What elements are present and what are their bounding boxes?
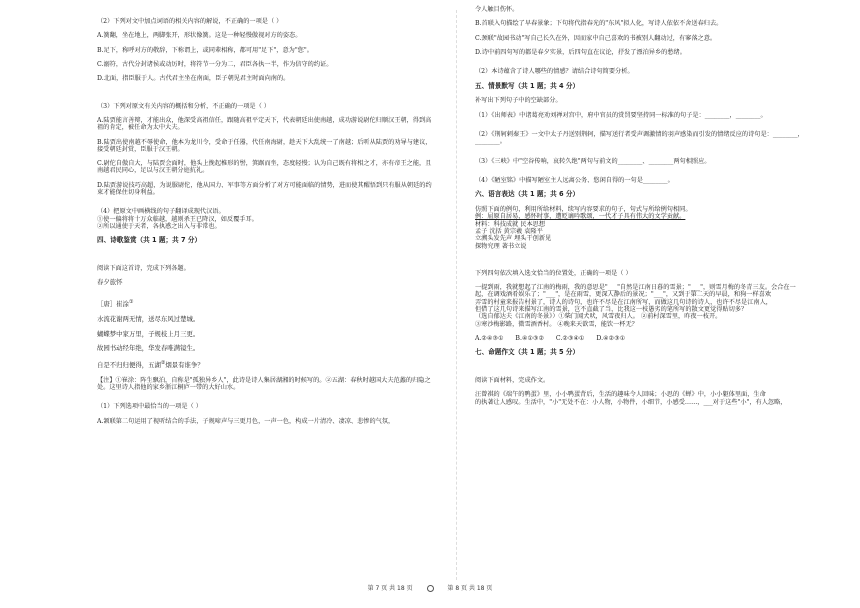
poem-instruction: 阅读下面这首诗，完成下列各题。 <box>97 265 190 273</box>
poem-line-4: 自是不归归便得，五湖②烟景有谁争？ <box>97 359 204 370</box>
material-line-1: 孟子 沈括 黄宗羲 袁隆平 <box>475 227 543 235</box>
poem-q2-stem: （2）本诗蕴含了诗人哪些的情感？请结合诗句简要分析。 <box>475 68 634 76</box>
poem-author: ［唐］崔涂① <box>97 299 134 309</box>
q3-option-b: B.陆贾出使南越不辱使命，他本为龙川令，受命于任嚣，代任南海尉，趁天下大乱统一了南越；后听从陆贾的劝导与建议，接受朝廷封赏，臣服于汉王朝。 <box>97 138 432 153</box>
material-line-2: 立溯头发先声 埋头干创新见 <box>475 235 552 243</box>
ordering-passage-3: 弄雪的村童来报告村景了，诗人的诗句，也许不尽是在江南所写，而做这几句诗的诗人，也许不尽是江南人， <box>475 298 772 306</box>
poem-title: 春夕旅怀 <box>97 278 123 287</box>
ordering-sentences-2: ③寒沙梅影路，微雪酒香村。 ④晚来天欲雪，能饮一杯无？ <box>475 320 638 328</box>
left-page-number: 第 7 页 共 18 页 <box>367 585 413 592</box>
fill-intro: 补写出下列句子中的空缺部分。 <box>475 97 562 105</box>
right-page-number: 第 8 页 共 18 页 <box>447 585 493 592</box>
poem-q1-option-d: D.诗中前四句写的都是春夕实景，后四句直在议论，抒发了漂泊异乡的愁绪。 <box>475 48 686 56</box>
essay-material-1: 汪曾祺的《端午的鸭蛋》里，小小鸭蛋背后，生活的趣味令人回味；小思的《蝉》中，小小躯体里面，生命 <box>475 391 766 399</box>
language-intro: 仿照下面的例句，利用所给材料，续写内容要求的句子，句式与所给例句相同。 <box>475 205 692 213</box>
poem-line-1: 水流花谢两无情，送尽东风过楚城。 <box>97 314 200 323</box>
fold-line <box>456 10 457 580</box>
fill-item-1: （1）《出师表》中诸葛亮劝刘禅对宫中，府中官员的赏罚要坚持同一标准的句子是：________，________。 <box>475 111 767 119</box>
left-column <box>97 18 437 425</box>
fill-item-3: （3）《三峡》中"空谷传响，哀转久绝"两句与前文的________、________两句相照应。 <box>475 157 711 165</box>
q2-option-c: C.溺符，古代分封诸侯或动厉时，将符节一分为二，君臣各执一半，作为信守的约证。 <box>97 60 333 68</box>
poem-q1-option-b: B.首联入句描绘了早春景象；下句将代指春光的"东风"拟人化，写诗人依依不舍送春归去。 <box>475 20 723 28</box>
essay-intro: 阅读下面材料，完成作文。 <box>475 377 550 385</box>
section-6-heading: 六、语言表达（共 1 题；共 6 分） <box>475 190 580 199</box>
page-footer <box>0 583 860 592</box>
ordering-stem: 下列四句依次填入选文恰当的位置处，正确的一项是（ ） <box>475 269 632 277</box>
section-5-heading: 五、情景默写（共 1 题；共 4 分） <box>475 81 580 90</box>
poem-q1-stem: （1）下列选项中最恰当的一项是（ ） <box>97 403 202 411</box>
section-4-heading: 四、诗歌鉴赏（共 1 题；共 7 分） <box>97 236 202 245</box>
q3-option-d: D.陆贾游说技巧高超，为说服尉佗，他从国力、军事等方面分析了对方可能面临的情势，进而使其醒悟到只有服从朝廷的约束才能保住切身利益。 <box>97 181 432 197</box>
ordering-sentences-1: （选自郁达夫《江南的冬景》）①柴门闻犬吠，风雪夜归人。 ②前村深雪里，昨夜一枝开。 <box>475 313 722 321</box>
ordering-passage-2: 起，在调戏酒肴娱乐了；"___"，是在雨雪，更深人静后的景况；"___"，又到于第二天的早晨，和狗一样喜欢 <box>475 291 772 299</box>
fill-item-2-cont: ________。 <box>475 138 506 146</box>
material-label: 材料：科技成就 民本思想 <box>475 220 546 228</box>
q4-sentence-1: ①使一偏将将十万众临越，越则杀王已降汉，如反覆手耳。 <box>97 215 258 223</box>
q4-sentence-2: ②所以通使于天者，各执惑之出入与非常也。 <box>97 223 221 230</box>
material-line-3: 探物究理 著书立说 <box>475 242 527 250</box>
q2-option-d: D.北面，指臣服于人。古代君主坐在南面，臣子朝见君主时面向南的。 <box>97 75 290 83</box>
fill-item-4: （4）《陋室铭》中描写陋室主人远离公务、悠闲自得的一句是________。 <box>475 176 674 184</box>
q3-stem: （3）下列对原文有关内容的概括和分析，不正确的一项是（ ） <box>97 102 270 110</box>
q4-stem: （4）把原文中画横线的句子翻译成现代汉语。 <box>97 208 225 216</box>
q3-option-a: A.陆贾能言善辩，才能出众，他深受高祖信任，跟随高祖平定天下，代表朝廷出使南越，成功游说尉佗归顺汉王朝，得到高祖的肯定，被任命为太中大夫。 <box>97 116 432 132</box>
q2-option-b: B.足下，称呼对方的敬辞，下称谓上，或同辈相称，都可用"足下"，意为"您"。 <box>97 46 313 54</box>
q3-option-c: C.尉佗自傲自大，与陆贾会面时，他头上挽起椎形的髻，箕踞而坐，态度轻慢；认为自己既有将相之才，亦有帝王之能，且南越君民同心，足以与汉王朝分庭抗礼。 <box>97 160 432 175</box>
section-7-heading: 七、命题作文（共 1 题；共 5 分） <box>475 348 580 357</box>
essay-material-2: 的执著让人感叹。生活中，"小"无处不在：小人物，小物件，小细节，小感受……，___对于这些"小"，有人忽略， <box>475 398 787 406</box>
ordering-passage-1: 一提到雨，我就想起了江南的梅雨，我的意思是"___"自然是江南日暮的雪景；"___"，则雪月梅的冬青三友。会合在一 <box>475 284 796 292</box>
ordering-passage-4: 但借了这几句诗来描写江南的雪景，岂不直截了当，比我这一枝愚劣的笔所写的散文更觉得贴切多？ <box>475 306 748 314</box>
poem-line-2: 蝴蝶梦中家万里，子规枝上月三更。 <box>97 329 200 338</box>
poem-line-3: 故园书动经年绝，华发春唯满镜生。 <box>97 344 200 353</box>
fill-item-2: （2）《荆轲刺秦王》一文中太子丹送别荆轲，描写送行者受声调激情的羽声感染而引发的情绪反应的诗句是：________， <box>475 130 804 138</box>
poem-q1-option-c: C.颈联"故园书动"写自己长久在外，因而家中自己喜欢的书被别人翻动过，有寥落之意。 <box>475 34 717 42</box>
q2-option-a: A.簧翻，坐在地上，两脚张开，形状像簧。这是一种轻慢傲视对方的姿态。 <box>97 32 302 40</box>
poem-note: 【注】①崔涂：阵生飘泊，自称是"孤独异乡人"，此诗是诗人集居湖湘的时候写的。②五湖：春秋时越国大夫范蠡的归隐之处。这里诗人指他的家乡浙江桐庐一带的大好山水。 <box>97 376 431 392</box>
right-column <box>475 6 820 406</box>
poem-q1-option-a-cont: 令人触目伤怀。 <box>475 6 519 13</box>
poem-q1-option-a: A.颔联第二句运用了视听结合的手法，子规啼声与三更月色，一声一色，构成一片清冷、凄凉、悲惨的气氛， <box>97 417 395 425</box>
binding-hole-icon <box>427 585 434 592</box>
ordering-options: A.②④③① B.④①③② C.②③④① D.④②③① <box>475 335 626 343</box>
q2-stem: （2）下列对文中加点词语的相关内容的解说，不正确的一项是（ ） <box>97 18 283 25</box>
language-example: 例：屈原自居易，感怀时事，遭贬谪吟歌颂，一代才子具有伟大的文学贡献。 <box>475 213 686 221</box>
